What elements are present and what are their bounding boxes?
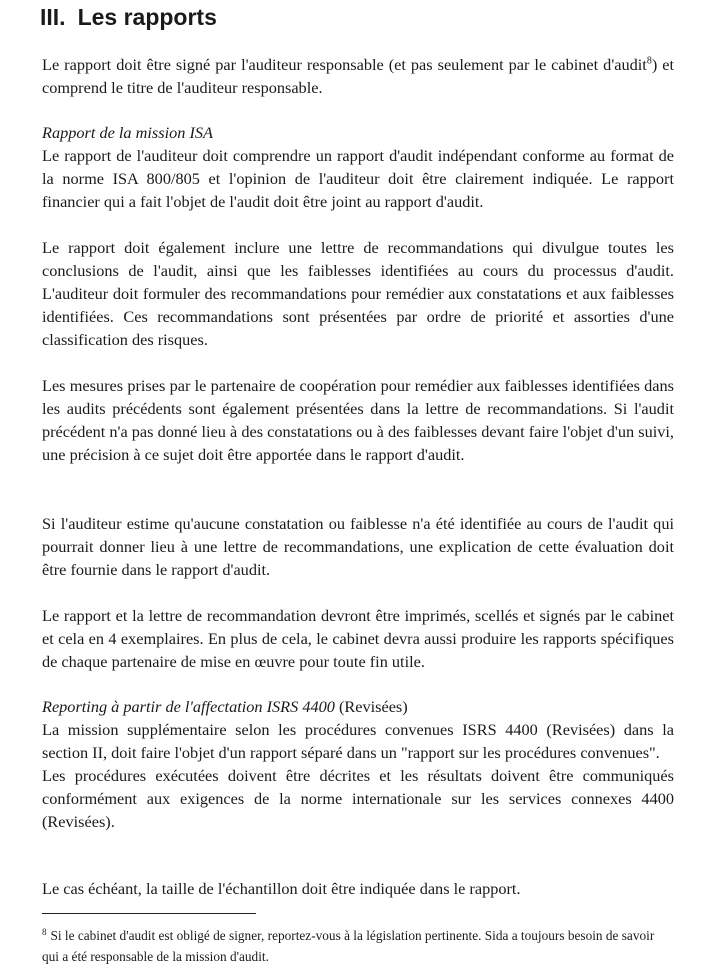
paragraph-sample-size: Le cas échéant, la taille de l'échantillon doit être indiquée dans le rapport. [42,879,521,898]
footnote-separator [42,913,256,914]
paragraph-signature-text-b: ) et comprend le titre de l'auditeur responsable. [42,55,674,97]
subheading-isrs-italic: Reporting à partir de l'affectation ISRS 4400 [42,697,335,716]
paragraph-corrective-measures: Les mesures prises par le partenaire de coopération pour remédier aux faiblesses identifiées dans les audits précédents sont également présentées dans la lettre de recommandations. Si l'audit précédent n'a pas donné lieu à des constatations ou à des faiblesses devant faire l'objet d'un suivi, une précision à ce sujet doit être apportée dans le rapport d'audit. [42,376,674,464]
footnote-number: 8 [42,926,47,937]
subheading-isa: Rapport de la mission ISA [42,123,213,142]
section-title: Les rapports [77,4,217,30]
paragraph-signature [42,53,674,99]
paragraph-isa-body: Le rapport de l'auditeur doit comprendre un rapport d'audit indépendant conforme au format de la norme ISA 800/805 et l'opinion de l'auditeur doit être clairement indiquée. Le rapport financier qui a fait l'objet de l'audit doit être joint au rapport d'audit. [42,146,674,211]
paragraph-no-findings: Si l'auditeur estime qu'aucune constatation ou faiblesse n'a été identifiée au cours de l'audit qui pourrait donner lieu à une lettre de recommandations, une explication de cette évaluation doit être fournie dans le rapport d'audit. [42,514,674,579]
paragraph-isa [42,121,674,213]
paragraph-signature-text-a: Le rapport doit être signé par l'auditeur responsable (et pas seulement par le cabinet d'audit [42,55,647,74]
footnote [42,925,674,967]
footnote-reference: 8 [646,55,652,67]
paragraph-isrs [42,695,674,833]
paragraph-printing: Le rapport et la lettre de recommandation devront être imprimés, scellés et signés par le cabinet et cela en 4 exemplaires. En plus de cela, le cabinet devra aussi produire les rapports spécifiques de chaque partenaire de mise en œuvre pour toute fin utile. [42,606,674,671]
paragraph-isrs-body-2: Les procédures exécutées doivent être décrites et les résultats doivent être communiqués conformément aux exigences de la norme internationale sur les services connexes 4400 (Revisées). [42,766,674,831]
footnote-text: Si le cabinet d'audit est obligé de signer, reportez-vous à la législation pertinente. Sida a toujours besoin de savoir qui a été responsable de la mission d'audit. [42,928,655,964]
subheading-isrs [42,695,674,718]
section-heading [40,4,217,31]
paragraph-isrs-body-1: La mission supplémentaire selon les procédures convenues ISRS 4400 (Revisées) dans la section II, doit faire l'objet d'un rapport séparé dans un "rapport sur les procédures convenues". [42,720,674,762]
section-number: III. [40,4,66,30]
subheading-isrs-plain: (Revisées) [334,697,408,716]
paragraph-recommendation-letter: Le rapport doit également inclure une lettre de recommandations qui divulgue toutes les conclusions de l'audit, ainsi que les faiblesses identifiées au cours du processus d'audit. L'auditeur doit formuler des recommandations pour remédier aux constatations et aux faiblesses identifiées. Ces recommandations sont présentées par ordre de priorité et assorties d'une classification des risques. [42,238,674,349]
